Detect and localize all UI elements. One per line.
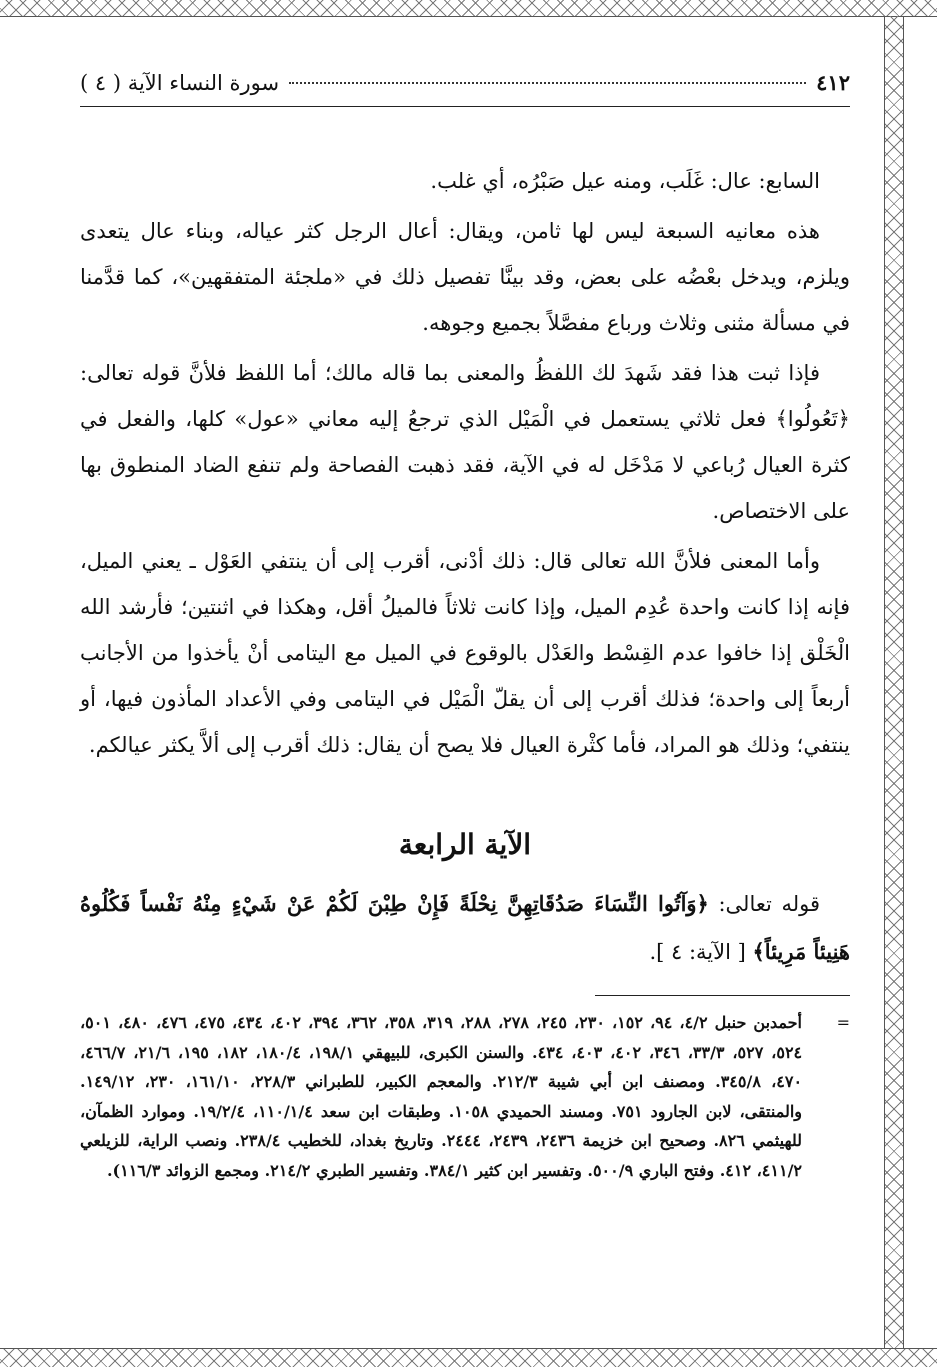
main-text (80, 158, 850, 772)
footnote-text: أحمدبن حنبل ٤/٢، ٩٤، ١٥٢، ٢٣٠، ٢٤٥، ٢٧٨، ٢٨٨، ٣١٩، ٣٥٨، ٣٦٢، ٣٩٤، ٤٠٢، ٤٣٤، ٤٧٥، ٤٧٦، ٤٨٠، ٥٠١، ٥٢٤، ٥٢٧، ٣٣/٣، ٣٤٦، ٤٠٢، ٤٠٣، ٤٣٤. والسنن الكبرى، للبيهقي ١٩٨/١، ١٨٠/٤، ١٨٢، ١٩٥، ٢١/٦، ٤٦٦/٧، ٤٧٠، ٣٤٥/٨. ومصنف ابن أبي شيبة ٢١٢/٣. والمعجم الكبير، للطبراني ٢٢٨/٣، ١٦١/١٠، ٢٣٠، ١٤٩/١٢. والمنتقى، لابن الجارود ٧٥١. ومسند الحميدي ١٠٥٨. وطبقات ابن سعد ١١٠/١/٤، ١٩/٢/٤. وموارد الظمآن، للهيثمي ٨٢٦. وصحيح ابن خزيمة ٢٤٣٦، ٢٤٣٩، ٢٤٤٤. وتاريخ بغداد، للخطيب ٢٣٨/٤. ونصب الراية، للزيلعي ٤١١/٢، ٤١٢. وفتح الباري ٥٠٠/٩. وتفسير ابن كثير ٣٨٤/١. وتفسير الطبري ٢١٤/٢. ومجمع الزوائد ١١٦/٣). (80, 1013, 803, 1180)
running-header (80, 70, 850, 104)
running-title: سورة النساء الآية ( ٤ ) (80, 71, 280, 95)
book-page (80, 0, 850, 1340)
dotted-leader (289, 82, 806, 84)
paragraph: السابع: عال: غَلَب، ومنه عيل صَبْرُه، أي غلب. (430, 169, 820, 193)
verse-reference: [ الآية: ٤ ]. (649, 940, 753, 964)
verse-line (80, 880, 850, 976)
paragraph: وأما المعنى فلأنَّ الله تعالى قال: ذلك أدْنى، أقرب إلى أن ينتفي العَوْل ـ يعني الميل، فإنه إذا كانت واحدة عُدِم الميل، وإذا كانت ثلاثاً فالميلُ أقل، وهكذا في اثنتين؛ فأرشد الله الْخَلْق إذا خافوا عدم القِسْط والعَدْل بالوقوع في الميل مع اليتامى أنْ يأخذوا من الأجانب أربعاً إلى واحدة؛ فذلك أقرب إلى أن يقلّ الْمَيْل في اليتامى وفي الأعداد المأذون فيها، أو ينتفي؛ وذلك هو المراد، فأما كثْرة العيال فلا يصح أن يقال: ذلك أقرب إلى ألاَّ يكثر عيالكم. (80, 549, 850, 757)
verse-paragraph (80, 880, 850, 976)
paragraph: هذه معانيه السبعة ليس لها ثامن، ويقال: أعال الرجل كثر عياله، وبناء عال يتعدى ويلزم، ويدخل بعْضُه على بعض، وقد بينَّا تفصيل ذلك في «ملجئة المتفقهين»، كما قدَّمنا في مسألة مثنى وثلاث ورباع مفصَّلاً بجميع وجوهه. (80, 219, 850, 335)
paragraph: فإذا ثبت هذا فقد شَهدَ لك اللفظُ والمعنى بما قاله مالك؛ أما اللفظ فلأنَّ قوله تعالى: ﴿تَعُولُوا﴾ فعل ثلاثي يستعمل في الْمَيْل الذي ترجعُ إليه معاني «عول» كلها، والفعل في كثرة العيال رُباعي لا مَدْخَل له في الآية، فقد ذهبت الفصاحة ولم تنفع الضاد المنطوق بها على الاختصاص. (80, 361, 850, 523)
footnote-rule (595, 995, 850, 996)
footnotes (80, 1008, 850, 1185)
footnote-continuation-mark: = (836, 1013, 850, 1032)
page-number: ٤١٢ (816, 70, 850, 95)
quran-verse: ﴿وَآتُوا النِّسَاءَ صَدُقَاتِهِنَّ نِحْلَةً فَإِنْ طِبْنَ لَكُمْ عَنْ شَيْءٍ مِنْهُ نَفْساً فَكُلُوهُ هَنِيئاً مَرِيئاً﴾ (80, 891, 850, 964)
section-heading: الآية الرابعة (398, 828, 532, 861)
verse-intro: قوله تعالى: (708, 892, 820, 916)
bottom-border-ornament (0, 1348, 937, 1367)
header-rule (80, 106, 850, 107)
right-border-ornament (884, 16, 904, 1348)
